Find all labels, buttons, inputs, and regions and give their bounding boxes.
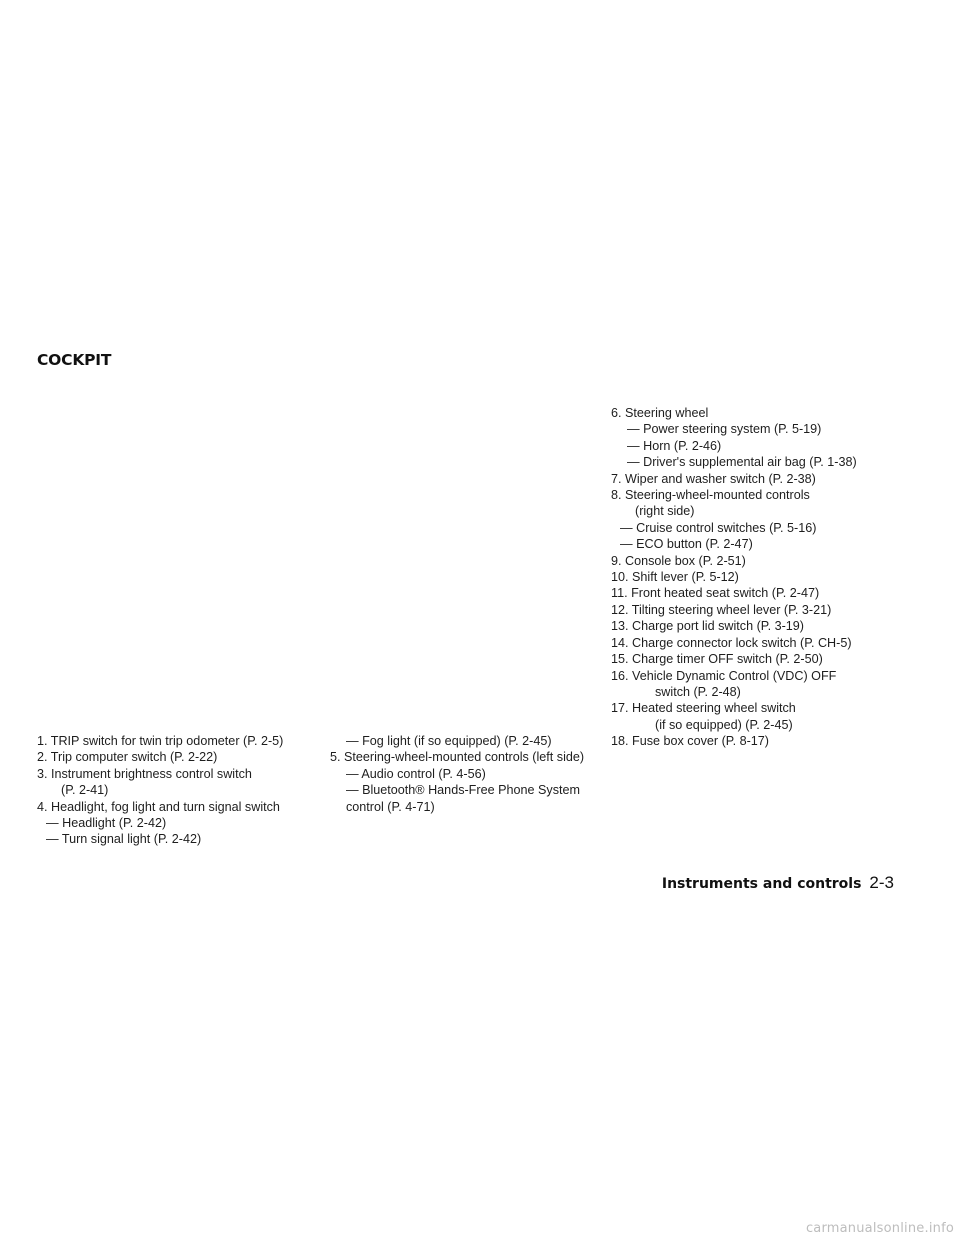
- legend-subitem: — Headlight (P. 2-42): [46, 816, 167, 831]
- legend-subitem: — Horn (P. 2-46): [627, 438, 722, 453]
- legend-item-continuation: (P. 2-41): [61, 783, 109, 798]
- legend-subitem: — Driver's supplemental air bag (P. 1-38): [627, 455, 857, 470]
- legend-subitem: — Bluetooth® Hands-Free Phone System: [346, 783, 580, 798]
- legend-item: 10. Shift lever (P. 5-12): [611, 570, 739, 585]
- legend-item: 3. Instrument brightness control switch: [37, 766, 252, 781]
- section-heading: COCKPIT: [37, 351, 112, 369]
- legend-item: 16. Vehicle Dynamic Control (VDC) OFF: [611, 668, 837, 683]
- legend-item: 6. Steering wheel: [611, 406, 709, 420]
- legend-subitem: — Power steering system (P. 5-19): [627, 422, 822, 437]
- legend-item: 11. Front heated seat switch (P. 2-47): [611, 586, 820, 601]
- legend-item: 14. Charge connector lock switch (P. CH-5): [611, 635, 852, 650]
- page-footer: [662, 873, 894, 893]
- legend-item: 17. Heated steering wheel switch: [611, 701, 796, 716]
- legend-subitem: — Audio control (P. 4-56): [346, 766, 486, 781]
- legend-item-continuation: (right side): [635, 504, 695, 519]
- legend-item: 15. Charge timer OFF switch (P. 2-50): [611, 652, 823, 667]
- footer-section-title: Instruments and controls: [661, 876, 862, 892]
- legend-item: 18. Fuse box cover (P. 8-17): [611, 734, 769, 749]
- legend-subitem: — ECO button (P. 2-47): [620, 537, 753, 552]
- legend-subitem-continuation: control (P. 4-71): [346, 799, 435, 814]
- legend-item-continuation: (if so equipped) (P. 2-45): [655, 717, 793, 732]
- legend-item: 9. Console box (P. 2-51): [611, 553, 746, 568]
- legend-item: 7. Wiper and washer switch (P. 2-38): [611, 471, 816, 486]
- legend-item: 12. Tilting steering wheel lever (P. 3-21): [611, 602, 832, 617]
- legend-item: 5. Steering-wheel-mounted controls (left side): [330, 750, 585, 765]
- legend-subitem: — Fog light (if so equipped) (P. 2-45): [346, 734, 552, 748]
- watermark: carmanualsonline.info: [805, 1221, 954, 1236]
- legend-subitem: — Turn signal light (P. 2-42): [46, 832, 202, 847]
- legend-subitem: — Cruise control switches (P. 5-16): [620, 520, 817, 535]
- legend-item-continuation: switch (P. 2-48): [655, 684, 741, 699]
- legend-item: 4. Headlight, fog light and turn signal switch: [37, 799, 280, 814]
- legend-column-1: [37, 733, 283, 848]
- legend-column-2: [330, 733, 584, 815]
- page-number: 2-3: [869, 873, 894, 892]
- legend-item: 13. Charge port lid switch (P. 3-19): [611, 619, 804, 634]
- legend-item: 8. Steering-wheel-mounted controls: [611, 488, 810, 503]
- legend-item: 2. Trip computer switch (P. 2-22): [37, 750, 218, 765]
- legend-item: 1. TRIP switch for twin trip odometer (P. 2-5): [37, 734, 284, 748]
- legend-column-3: [611, 405, 857, 750]
